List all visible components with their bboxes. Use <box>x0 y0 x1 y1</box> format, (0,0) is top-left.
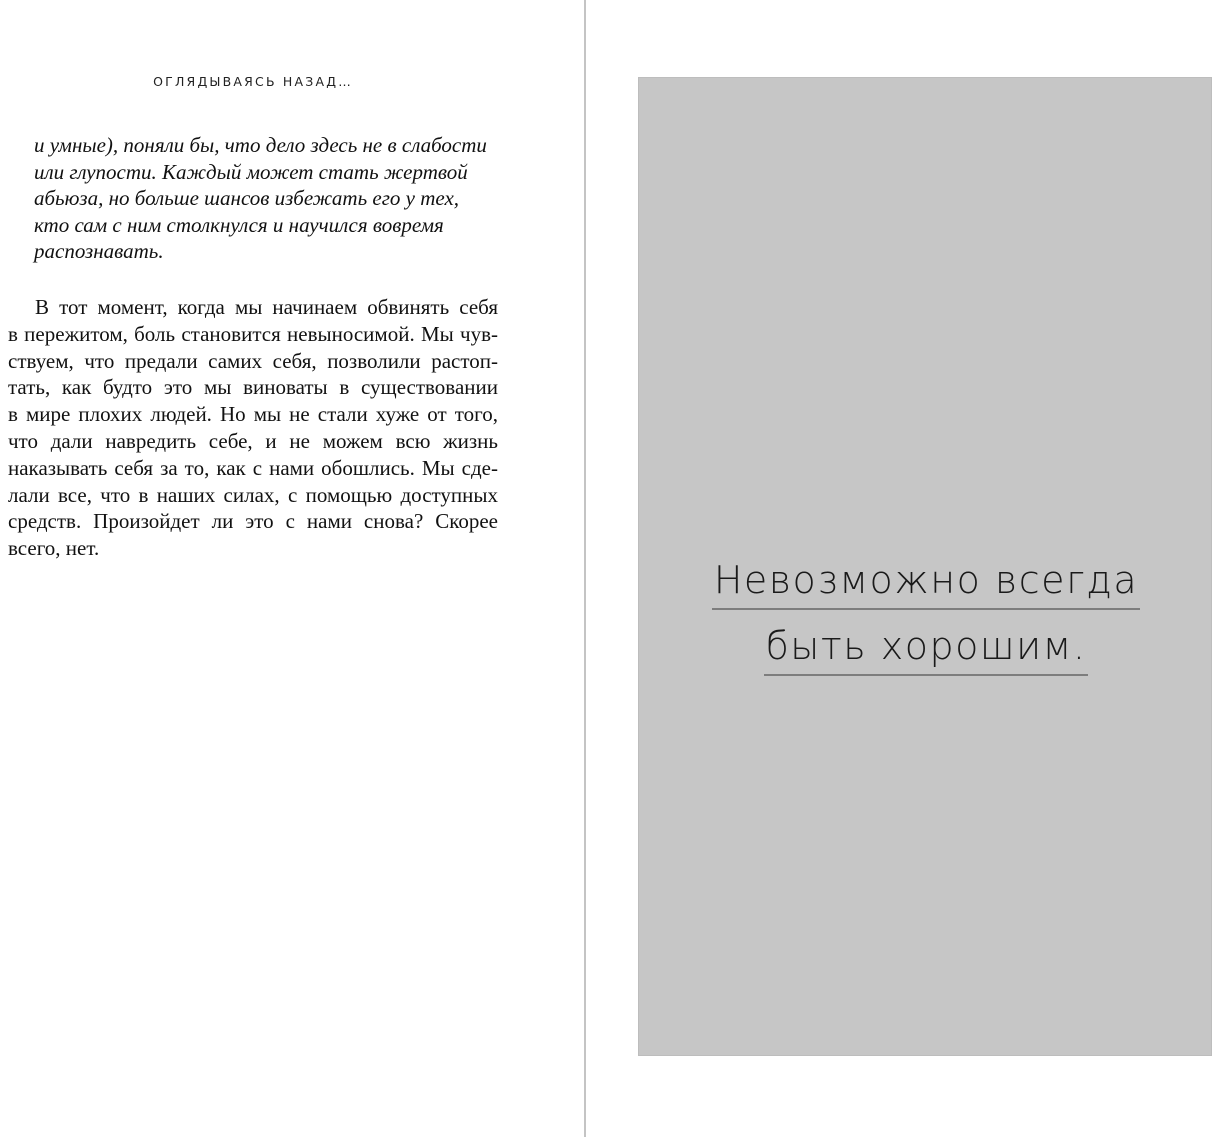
body-line: что дали навредить себе, и не можем всю жизнь <box>8 428 498 453</box>
panel-quote-line: Невозможно всегда <box>712 554 1140 610</box>
quote-line: абьюза, но больше шансов избежать его у тех, <box>34 186 460 210</box>
italic-quote-block <box>34 132 487 265</box>
left-page <box>0 0 584 1137</box>
body-line: всего, нет. <box>8 536 100 561</box>
body-line: наказывать себя за то, как с нами обошлись. Мы сде- <box>8 455 498 480</box>
quote-line: распознавать. <box>34 239 164 263</box>
body-line: ствуем, что предали самих себя, позволили растоп- <box>8 348 498 373</box>
right-page <box>586 0 1213 1137</box>
body-line: лали все, что в наших силах, с помощью доступных <box>8 482 498 507</box>
panel-quote <box>639 554 1213 686</box>
quote-line: или глупости. Каждый может стать жертвой <box>34 159 468 184</box>
body-line: В тот момент, когда мы начинаем обвинять себя <box>35 295 498 319</box>
running-header: ОГЛЯДЫВАЯСЬ НАЗАД… <box>153 74 353 89</box>
quote-line: и умные), поняли бы, что дело здесь не в слабости <box>34 133 487 157</box>
body-line: в мире плохих людей. Но мы не стали хуже от того, <box>8 402 498 427</box>
body-line: в пережитом, боль становится невыносимой. Мы чув- <box>8 321 498 346</box>
panel-quote-line: быть хорошим. <box>764 620 1089 676</box>
quote-panel <box>638 77 1212 1056</box>
body-paragraph <box>8 294 498 562</box>
body-line: средств. Произойдет ли это с нами снова? Скорее <box>8 509 498 534</box>
body-line: тать, как будто это мы виноваты в существовании <box>8 375 498 400</box>
quote-line: кто сам с ним столкнулся и научился вовремя <box>34 212 444 237</box>
